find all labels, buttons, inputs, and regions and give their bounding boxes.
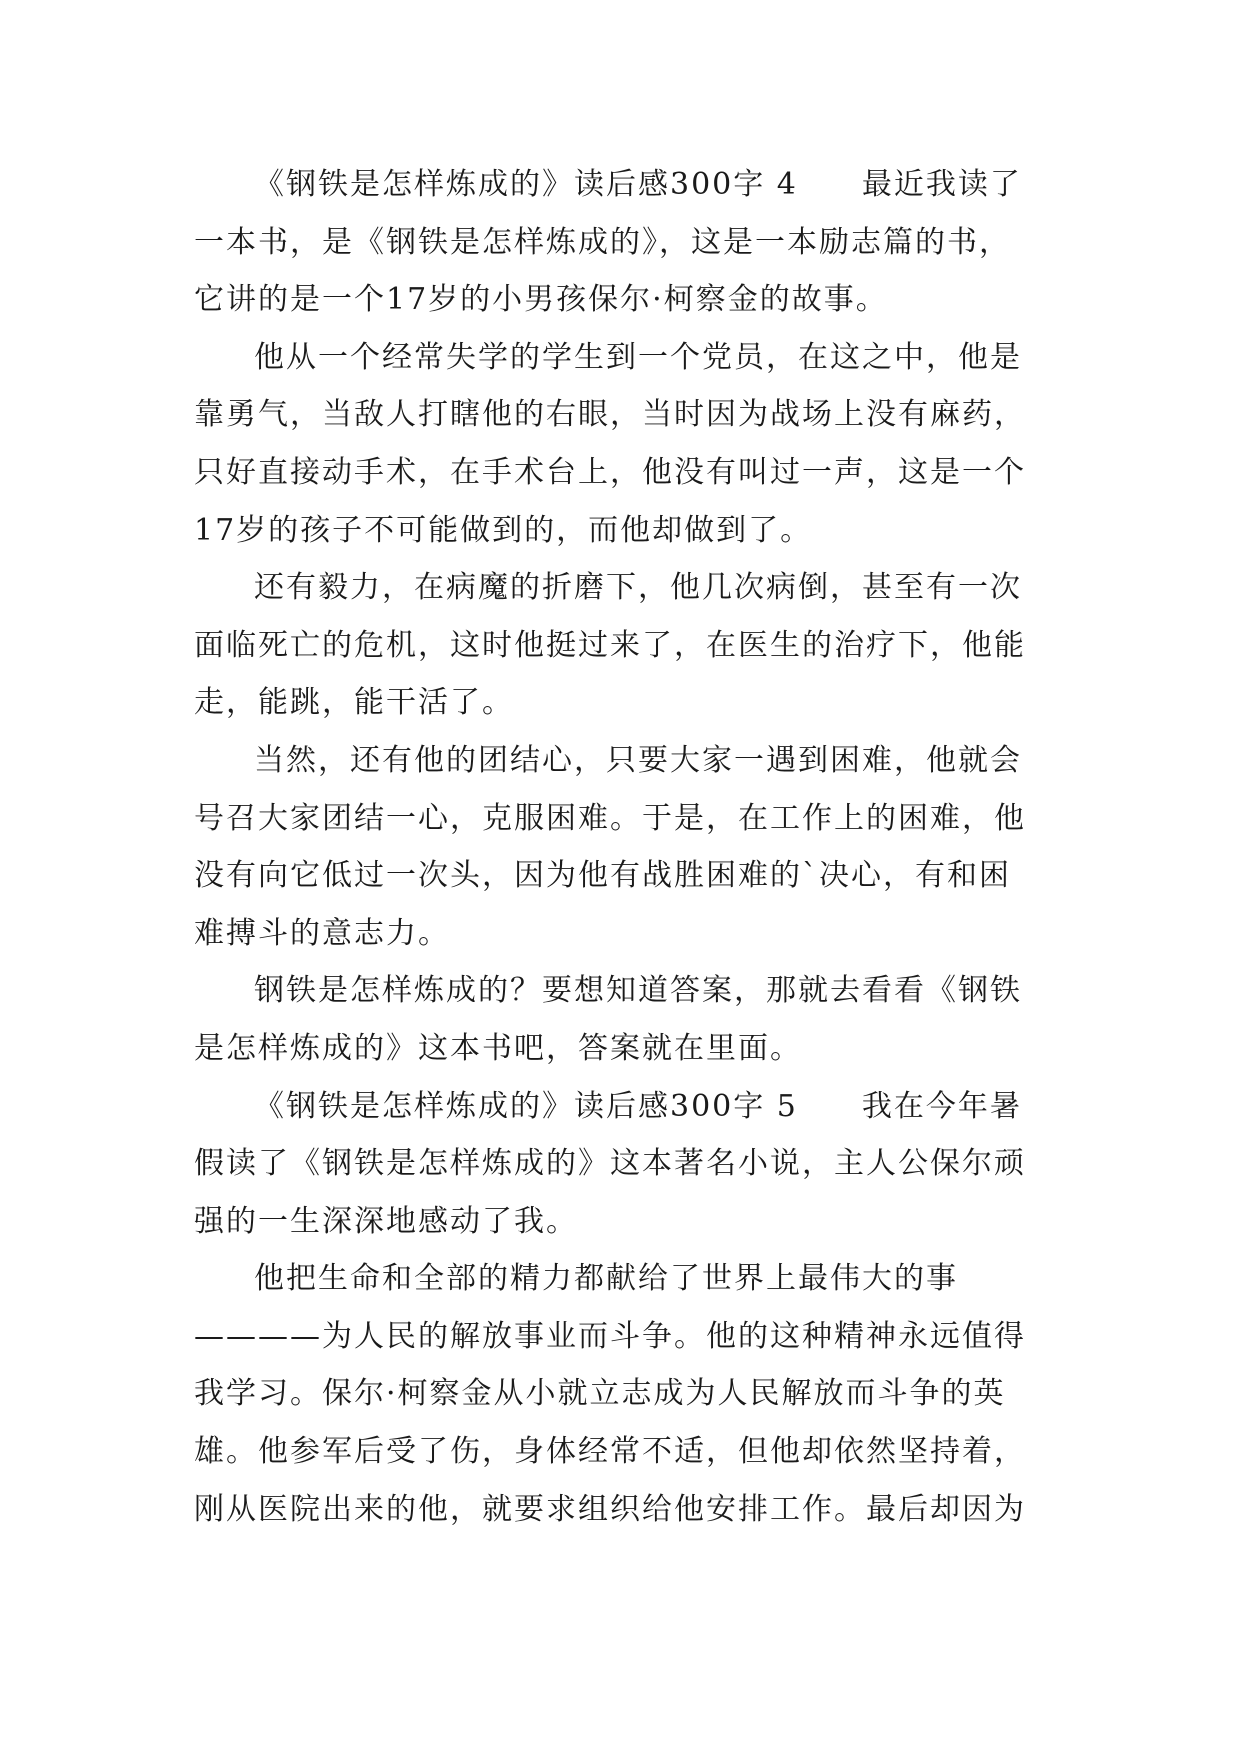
paragraph-6 [194, 1078, 1064, 1251]
text-line: 《钢铁是怎样炼成的》读后感300字 5 我在今年暑 [254, 1088, 1022, 1124]
text-line: 面临死亡的危机，这时他挺过来了，在医生的治疗下，他能 [194, 627, 1026, 663]
text-line: 没有向它低过一次头，因为他有战胜困难的`决心，有和困 [194, 858, 1011, 894]
text-line: 刚从医院出来的他，就要求组织给他安排工作。最后却因为 [194, 1491, 1026, 1527]
text-line: 当然，还有他的团结心，只要大家一遇到困难，他就会 [254, 742, 1022, 778]
text-line: 它讲的是一个17岁的小男孩保尔·柯察金的故事。 [194, 282, 888, 318]
text-line: 假读了《钢铁是怎样炼成的》这本著名小说，主人公保尔顽 [194, 1146, 1026, 1182]
text-line: 一本书，是《钢铁是怎样炼成的》，这是一本励志篇的书， [194, 224, 1011, 260]
text-line: 是怎样炼成的》这本书吧，答案就在里面。 [194, 1030, 802, 1066]
text-line: 17岁的孩子不可能做到的，而他却做到了。 [194, 512, 813, 548]
text-line: 《钢铁是怎样炼成的》读后感300字 4 最近我读了 [254, 167, 1022, 202]
text-line: 雄。他参军后受了伤，身体经常不适，但他却依然坚持着， [194, 1434, 1026, 1470]
text-line: 靠勇气，当敌人打瞎他的右眼，当时因为战场上没有麻药， [194, 397, 1026, 433]
text-line: 难搏斗的意志力。 [194, 915, 450, 951]
text-line: 他从一个经常失学的学生到一个党员，在这之中，他是 [254, 339, 1022, 375]
text-line: 他把生命和全部的精力都献给了世界上最伟大的事 [254, 1261, 958, 1297]
text-line: 钢铁是怎样炼成的？要想知道答案，那就去看看《钢铁 [254, 973, 1022, 1009]
text-line: ————为人民的解放事业而斗争。他的这种精神永远值得 [194, 1318, 1026, 1354]
text-line: 只好直接动手术，在手术台上，他没有叫过一声，这是一个 [194, 454, 1026, 490]
paragraph-2 [194, 329, 1064, 559]
text-line: 号召大家团结一心，克服困难。于是，在工作上的困难，他 [194, 800, 1026, 836]
text-line: 强的一生深深地感动了我。 [194, 1203, 578, 1239]
paragraph-4 [194, 732, 1064, 962]
text-line: 还有毅力，在病魔的折磨下，他几次病倒，甚至有一次 [254, 570, 1022, 606]
paragraph-3 [194, 559, 1064, 732]
paragraph-7 [194, 1250, 1064, 1538]
text-line: 我学习。保尔·柯察金从小就立志成为人民解放而斗争的英 [194, 1376, 1006, 1412]
text-line: 走，能跳，能干活了。 [194, 685, 514, 721]
document-body [194, 156, 1064, 1538]
paragraph-1 [194, 156, 1064, 329]
paragraph-5 [194, 962, 1064, 1077]
